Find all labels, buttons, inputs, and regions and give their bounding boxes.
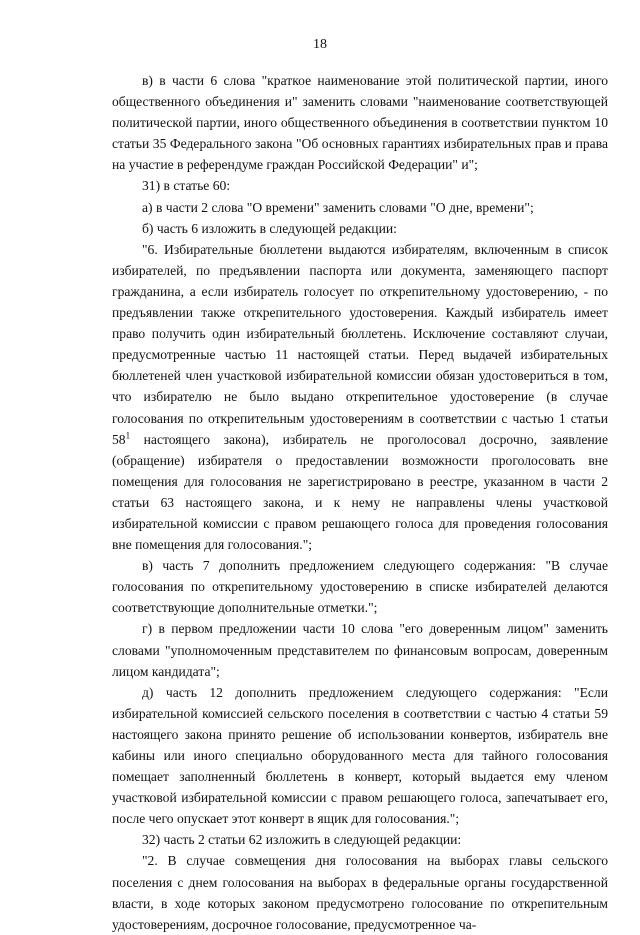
paragraph-item-g: г) в первом предложении части 10 слова "его доверенным лицом" заменить словами "уполномоченным представителем по финансовым вопросам, доверенным лицом кандидата"; [112,621,608,679]
paragraph-item-v-part-7: в) часть 7 дополнить предложением следующего содержания: "В случае голосования по открепительному удостоверению в списке избирателей делаются соответствующие дополнительные отметки."; [112,558,608,616]
paragraph-part-2-text: "2. В случае совмещения дня голосования на выборах главы сельского поселения с днем голосования на выборах в федеральные органы государственной власти, в ходе которых законом предусмотрено голосование по открепительным удостоверениям, досрочное голосование, предусмотренное ча- [112,853,608,932]
part-6-text-head: "6. Избирательные бюллетени выдаются избирателям, включенным в список избирателей, по предъявлении паспорта или документа, заменяющего паспорт гражданина, а если избиратель голосует по открепительному удостоверению, - по предъявлении также открепительного удостоверения. Каждый избиратель имеет право получить один избирательный бюллетень. Исключение составляют случаи, предусмотренные частью 11 настоящей статьи. Перед выдачей избирательных бюллетеней член участковой избирательной комиссии обязан удостовериться в том, что избирателю не было выдано открепительное удостоверение (в случае голосования по открепительным удостоверениям в соответствии с частью 1 статьи 58 [112,241,608,447]
paragraph-item-b: б) часть 6 изложить в следующей редакции: [142,220,397,236]
paragraph-article-32: 32) часть 2 статьи 62 изложить в следующей редакции: [142,832,462,848]
paragraph-item-a: а) в части 2 слова "О времени" заменить словами "О дне, времени"; [142,199,534,215]
article-58-superscript: 1 [125,430,131,441]
part-6-text-tail: настоящего закона), избиратель не проголосовал досрочно, заявление (обращение) избирателя о предоставлении возможности проголосовать вне помещения для голосования не зарегистрировано в реестре, указанном в части 2 статьи 63 настоящего закона, и к нему не направлены члены участковой избирательной комиссии с правом решающего голоса для проведения голосования вне помещения для голосования."; [112,431,608,553]
page-number: 18 [313,37,327,52]
paragraph-article-31: 31) в статье 60: [142,178,231,194]
paragraph-item-d: д) часть 12 дополнить предложением следующего содержания: "Если избирательной комиссией сельского поселения в соответствии с частью 4 статьи 59 настоящего закона принято решение об использовании конвертов, избиратель вне кабины или иного специально оборудованного места для тайного голосования помещает заполненный бюллетень в конверт, который выдается ему членом участковой избирательной комиссии с правом решающего голоса, запечатывает его, после чего опускает этот конверт в ящик для голосования."; [112,684,608,827]
paragraph-part-6-text [112,239,608,555]
document-body [112,70,608,935]
paragraph-item-v: в) в части 6 слова "краткое наименование этой политической партии, иного общественного объединения и" заменить словами "наименование соответствующей политической партии, иного общественного объединения в соответствии пунктом 10 статьи 35 Федерального закона "Об основных гарантиях избирательных прав и права на участие в референдуме граждан Российской Федерации" и"; [112,73,608,173]
